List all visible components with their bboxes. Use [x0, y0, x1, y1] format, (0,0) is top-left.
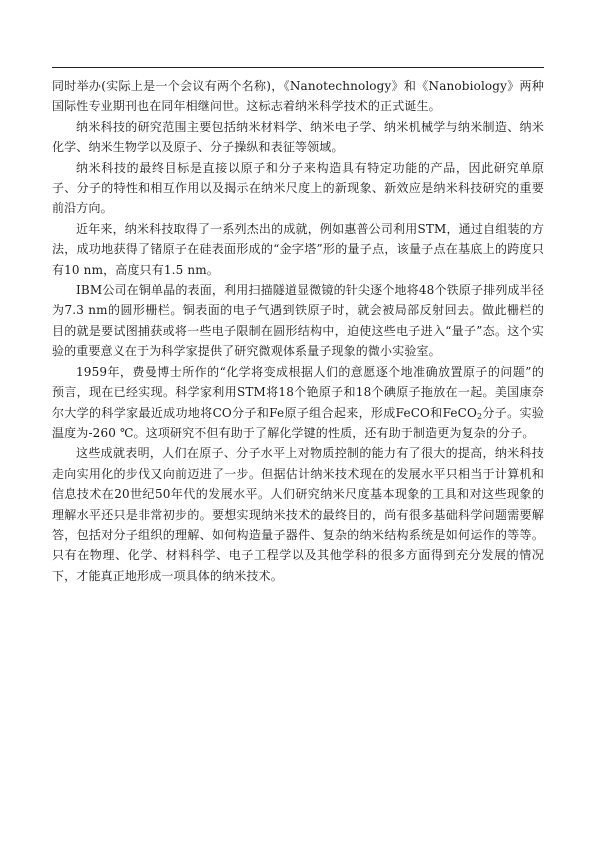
paragraph-feynman-prediction	[52, 362, 544, 444]
feynman-text-before: 1959年，费曼博士所作的“化学将变成根据人们的意愿逐个地准确放置原子的问题”的预言，现在已经实现。科学家利用STM将18个铯原子和18个碘原子拖放在一起。美国康奈尔大学的科学家最近成功地将CO分子和Fe原子组合起来，形成FeCO和FeCO	[52, 364, 544, 420]
paragraph-ibm-quantum-corral: IBM公司在铜单晶的表面，利用扫描隧道显微镜的针尖逐个地将48个铁原子排列成半径为7.3 nm的圆形栅栏。铜表面的电子气遇到铁原子时，就会被局部反射回去。做此栅栏的目的就是要试图捕获或将一些电子限制在圆形结构中，迫使这些电子进入“量子”态。这个实验的重要意义在于为科学家提供了研究微观体系量子现象的微小实验室。	[52, 283, 544, 359]
paragraph-research-scope: 纳米科技的研究范围主要包括纳米材料学、纳米电子学、纳米机械学与纳米制造、纳米化学、纳米生物学以及原子、分子操纵和表征等领域。	[52, 119, 544, 155]
header-rule	[52, 67, 544, 68]
paragraph-hp-quantum-dots: 近年来，纳米科技取得了一系列杰出的成就，例如惠普公司利用STM，通过自组装的方法，成功地获得了锗原子在硅表面形成的“金字塔”形的量子点，该量子点在基底上的跨度只有10 nm，高度只有1.5 nm。	[52, 221, 544, 277]
paragraph-journals: 同时举办(实际上是一个会议有两个名称)，《Nanotechnology》和《Nanobiology》两种国际性专业期刊也在同年相继问世。这标志着纳米科学技术的正式诞生。	[52, 79, 544, 114]
paragraph-ultimate-goal: 纳米科技的最终目标是直接以原子和分子来构造具有特定功能的产品，因此研究单原子、分子的特性和相互作用以及揭示在纳米尺度上的新现象、新效应是纳米科技研究的重要前沿方向。	[52, 160, 544, 216]
feynman-text-after: 分子。实验温度为-260 ℃。这项研究不但有助于了解化学键的性质，还有助于制造更为复杂的分子。	[52, 405, 544, 440]
document-body	[52, 76, 544, 586]
paragraph-conclusion: 这些成就表明，人们在原子、分子水平上对物质控制的能力有了很大的提高，纳米科技走向实用化的步伐又向前迈进了一步。但据估计纳米技术现在的发展水平只相当于计算机和信息技术在20世纪50年代的发展水平。人们研究纳米尺度基本现象的工具和对这些现象的理解水平还只是非常初步的。要想实现纳米技术的最终目的，尚有很多基础科学问题需要解答，包括对分子组织的理解、如何构造量子器件、复杂的纳米结构系统是如何运作的等等。只有在物理、化学、材料科学、电子工程学以及其他学科的很多方面得到充分发展的情况下，才能真正地形成一项具体的纳米技术。	[52, 446, 544, 583]
subscript-two: 2	[476, 411, 483, 421]
